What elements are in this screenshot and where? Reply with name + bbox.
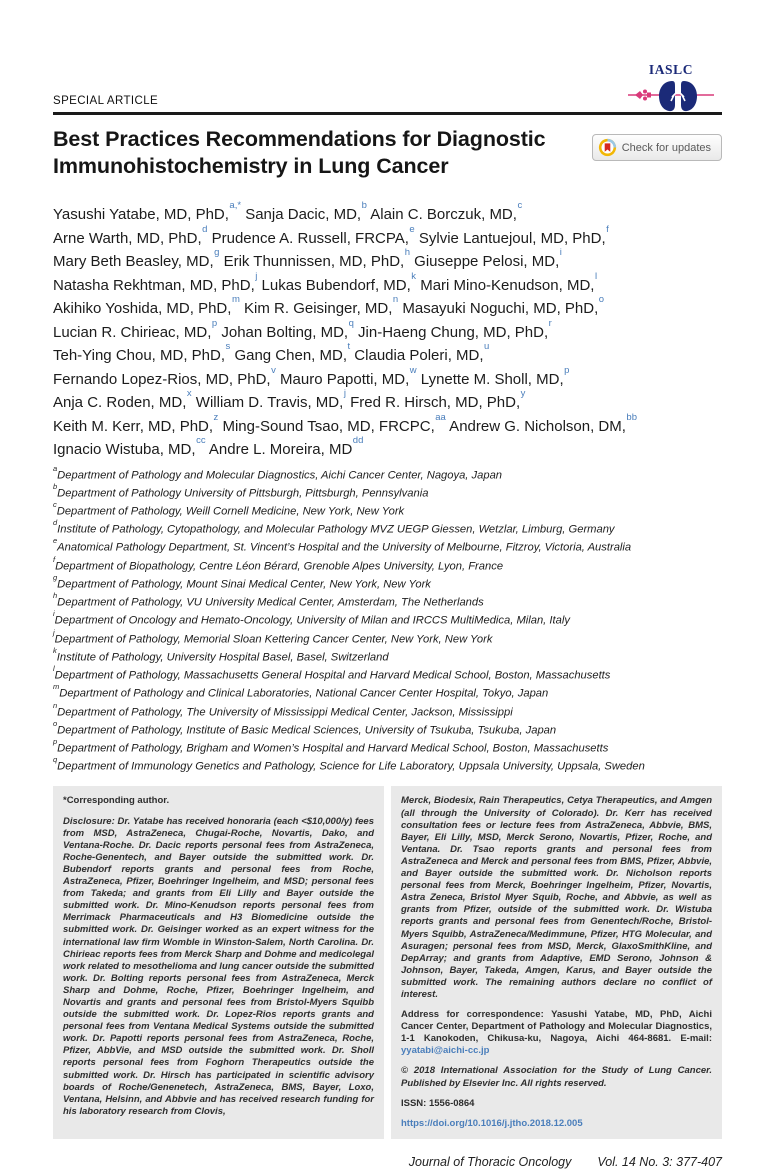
author-name-text: Akihiko Yoshida, MD, PhD, [53,300,232,317]
affiliation-line [53,756,722,774]
author-line [53,413,722,437]
page-header [53,62,722,112]
footnote-right-box [391,786,722,1138]
author-affiliation-superscript: p [564,364,570,376]
author-affiliation-superscript: n [392,294,399,305]
affiliation-line [53,483,722,501]
author-affiliation-superscript: dd [352,435,364,446]
author-affiliation-superscript: c [517,200,523,211]
author-affiliation-superscript: a,* [229,200,242,211]
author-name-text: Kim R. Geisinger, MD, [239,300,393,317]
author-affiliation-superscript: w [409,364,417,376]
affiliation-line [53,519,722,537]
author-affiliation-superscript: e [409,223,415,235]
author-name-text: Teh-Ying Chou, MD, PhD, [53,347,226,364]
author-name-text: Anja C. Roden, MD, [53,394,187,411]
author-name-text: Jin-Haeng Chung, MD, PhD, [353,323,549,341]
affiliation-line [53,537,722,555]
affiliation-text: Department of Oncology and Hemato-Oncology, University of Milan and IRCCS MultiMedica, Milan, Italy [54,615,570,628]
affiliation-line [53,720,722,738]
author-affiliation-superscript: j [255,270,258,282]
author-affiliation-superscript: t [347,341,351,352]
author-name-text: Alain C. Borczuk, MD, [366,206,517,223]
affiliation-superscript: j [53,627,55,637]
author-affiliation-superscript: v [271,364,276,376]
disclosure-text-continued: Merck, Biodesix, Rain Therapeutics, Cetya Therapeutics, and Amgen (all through the University of Colorado). Dr. Kerr has received consultation fees or lecture fees from AstraZeneca, Abbvie, BMS, Bayer, Eli Lilly, MSD, Merck Serono, Novartis, Pfizer, Roche, and Ventana. Dr. Tsao reports grants and personal fees from AstraZeneca and Merck and personal fees from BMS, Pfizer, Abbvie, and Bayer outside the submitted work. Dr. Nicholson reports personal fees from Merck, Boehringer Ingelheim, Pfizer, Novartis, Astra Zeneca, Bristol Myer Squib, Roche, and Abbvie, as well as grants from Pfizer, outside of the submitted work. Dr. Wistuba reports grants and personal fees from Genentech/Roche, Bristol-Myers Squibb, AstraZeneca/Medimmune, Pfizer, HTG Molecular, and Asuragen; personal fees from MSD, Merck, GlaxoSmithKline, and DepArray; and grants from Adaptive, EMD Serono, Johnson & Johnson, Bayer, Takeda, Amgen, Karus, and Bayer outside the submitted work. The remaining authors declare no conflict of interest. [401,795,712,1000]
affiliation-text: Institute of Pathology, Cytopathology, and Molecular Pathology MVZ UEGP Giessen, Wetzlar, Limburg, Germany [57,523,615,536]
author-name-text: Arne Warth, MD, PhD, [53,229,202,247]
author-affiliation-superscript: p [211,317,218,329]
check-for-updates-label: Check for updates [621,141,711,154]
affiliation-text: Department of Pathology and Molecular Diagnostics, Aichi Cancer Center, Nagoya, Japan [57,469,503,482]
author-affiliation-superscript: o [598,294,605,305]
author-affiliation-superscript: q [348,317,354,329]
author-name-text: Mauro Papotti, MD, [275,370,410,388]
author-affiliation-superscript: cc [196,435,206,446]
affiliation-line [53,702,722,720]
author-name-text: Yasushi Yatabe, MD, PhD, [53,206,229,223]
affiliation-line [53,556,722,574]
footnote-section [53,786,722,1138]
affiliation-text: Department of Pathology, Massachusetts General Hospital and Harvard Medical School, Boston, Massachusetts [54,669,611,682]
affiliation-superscript: f [53,554,56,564]
affiliation-line [53,610,722,628]
author-name-text: Erik Thunnissen, MD, PhD, [219,253,405,270]
issn-line: ISSN: 1556-0864 [401,1097,475,1109]
journal-footer [53,1155,722,1169]
author-line [53,436,722,460]
affiliation-list [53,465,722,775]
author-affiliation-superscript: l [594,270,598,282]
affiliation-line [53,629,722,647]
affiliation-superscript: g [53,572,58,582]
author-affiliation-superscript: u [484,341,490,352]
footnote-left-box [53,786,384,1138]
copyright-line: © 2018 International Association for the Study of Lung Cancer. Published by Elsevier Inc. All rights reserved. [401,1065,712,1089]
email-link[interactable]: yyatabi@aichi-cc.jp [401,1045,490,1057]
author-name-text: Natasha Rekhtman, MD, PhD, [53,276,255,294]
iaslc-logo [628,62,714,114]
affiliation-superscript: o [53,718,58,728]
affiliation-text: Department of Immunology Genetics and Pathology, Science for Life Laboratory, Uppsala University, Uppsala, Sweden [57,760,645,773]
affiliation-text: Department of Pathology, Weill Cornell Medicine, New York, New York [56,505,405,518]
author-affiliation-superscript: h [404,247,410,258]
author-line [53,295,722,319]
affiliation-text: Department of Pathology University of Pittsburgh, Pittsburgh, Pennsylvania [57,487,429,500]
author-affiliation-superscript: s [225,341,231,352]
author-affiliation-superscript: g [214,247,220,258]
crossmark-icon [598,138,617,157]
author-name-text: Mary Beth Beasley, MD, [53,253,214,270]
affiliation-line [53,574,722,592]
disclosure-text: Disclosure: Dr. Yatabe has received honoraria (each <$10,000/y) fees from MSD, AstraZeneca, Chugai-Roche, Novartis, Dako, and Ventana-Roche. Dr. Dacic reports personal fees from AstraZeneca, Roche-Genentech, and Bayer outside the submitted work. Dr. Bubendorf reports grants and personal fees from Roche, AstraZeneca, Pfizer, Boehringer Ingelheim, and MSD; personal fees from Takeda; and grants from Eli Lilly and Bayer outside the submitted work. Dr. Mino-Kenudson reports personal fees from Merrimack Pharmaceuticals and H3 Biomedicine outside the submitted work. Dr. Geisinger worked as an expert witness for the international law firm Womble in Winston-Salem, North Carolina. Dr. Chirieac reports fees from Merck Sharp and Dohme and medicolegal work related to mesothelioma and lung cancer outside the submitted work. Dr. Bolting reports personal fees from AstraZeneca, Merck Sharp and Dohme, Roche, Pfizer, Boehringer Ingelheim, and Novartis and grants and personal fees from Bristol-Myers Squibb outside the submitted work. Dr. Lopez-Rios reports grants and personal fees from Ventana Medical Systems outside the submitted work. Dr. Papotti reports personal fees from AstraZeneca, Roche, Pfizer, AbbVie, and MSD outside the submitted work. Dr. Sholl reports personal fees from Foghorn Therapeutics outside the submitted work. Dr. Hirsch has participated in scientific advisory boards of Roche/Genenetech, AstraZeneca, BMS, Bayer, Loxo, Ventana, Helsinn, and Abbvie and has received research funding for his laboratory research from Clovis, [63,815,374,1117]
author-affiliation-superscript: x [186,388,192,399]
affiliation-text: Department of Pathology, VU University Medical Center, Amsterdam, The Netherlands [57,596,484,609]
author-name-text: Lynette M. Sholl, MD, [416,370,564,388]
affiliation-line [53,665,722,683]
author-name-text: Lukas Bubendorf, MD, [257,276,411,294]
author-line [53,225,722,249]
author-line [53,366,722,390]
affiliation-superscript: q [53,755,58,765]
author-name-text: Andrew G. Nicholson, DM, [445,417,626,435]
affiliation-superscript: i [53,609,55,619]
affiliation-text: Department of Pathology, Memorial Sloan Kettering Cancer Center, New York, New York [54,633,493,646]
iaslc-lung-icon [628,78,714,114]
check-for-updates-button[interactable] [592,134,722,161]
affiliation-superscript: h [53,591,58,601]
author-name-text: Lucian R. Chirieac, MD, [53,323,212,341]
affiliation-text: Department of Pathology, Brigham and Women’s Hospital and Harvard Medical School, Boston, Massachusetts [57,742,609,755]
author-name-text: Masayuki Noguchi, MD, PhD, [398,300,599,317]
affiliation-superscript: n [53,700,58,710]
title-line-1: Best Practices Recommendations for Diagnostic [53,127,546,151]
author-line [53,319,722,343]
author-line [53,342,722,366]
author-affiliation-superscript: b [361,200,367,211]
affiliation-superscript: p [53,737,58,747]
affiliation-superscript: k [53,645,57,655]
author-name-text: Gang Chen, MD, [230,347,347,364]
affiliation-line [53,592,722,610]
author-name-text: Claudia Poleri, MD, [350,347,484,364]
affiliation-text: Anatomical Pathology Department, St. Vincent’s Hospital and the University of Melbourne, Fitzroy, Victoria, Australia [57,542,632,555]
author-name-text: Prudence A. Russell, FRCPA, [207,229,409,247]
affiliation-superscript: m [53,682,60,692]
affiliation-superscript: a [53,463,58,473]
title-row [53,126,722,188]
affiliation-text: Department of Pathology, Institute of Basic Medical Sciences, University of Tsukuba, Tsukuba, Japan [57,724,557,737]
author-affiliation-superscript: aa [435,411,446,423]
correspondence-address-text: Address for correspondence: Yasushi Yatabe, MD, PhD, Aichi Cancer Center, Department of Pathology and Molecular Diagnostics, 1-1 Kanokoden, Chikusa-ku, Nagoya, Aichi 464-8681. E-mail: [401,1009,712,1045]
affiliation-superscript: b [53,481,58,491]
author-list [53,201,722,460]
affiliation-line [53,465,722,483]
author-name-text: Mari Mino-Kenudson, MD, [416,276,595,294]
affiliation-line [53,683,722,701]
author-affiliation-superscript: f [606,223,609,235]
author-name-text: Fred R. Hirsch, MD, PhD, [345,394,521,411]
affiliation-line [53,738,722,756]
author-affiliation-superscript: r [548,317,552,329]
author-affiliation-superscript: i [559,247,562,258]
author-name-text: Sanja Dacic, MD, [241,206,362,223]
author-name-text: Andre L. Moreira, MD [205,441,353,458]
author-affiliation-superscript: d [202,223,208,235]
author-name-text: Fernando Lopez-Rios, MD, PhD, [53,370,271,388]
author-name-text: Sylvie Lantuejoul, MD, PhD, [414,229,606,247]
author-line [53,389,722,413]
author-affiliation-superscript: k [411,270,417,282]
volume-issue-pages: Vol. 14 No. 3: 377-407 [597,1154,722,1169]
affiliation-superscript: e [53,536,58,546]
affiliation-text: Department of Pathology, Mount Sinai Medical Center, New York, New York [57,578,431,591]
affiliation-text: Department of Biopathology, Centre Léon Bérard, Grenoble Alpes University, Lyon, France [55,560,504,573]
author-affiliation-superscript: y [520,388,526,399]
article-title [53,126,613,180]
iaslc-logo-text: IASLC [648,62,694,77]
author-line [53,248,722,272]
affiliation-line [53,647,722,665]
doi-link[interactable]: https://doi.org/10.1016/j.jtho.2018.12.005 [401,1117,583,1129]
affiliation-text: Department of Pathology, The University of Mississippi Medical Center, Jackson, Mississippi [57,706,513,719]
author-name-text: William D. Travis, MD, [191,394,344,411]
author-name-text: Ming-Sound Tsao, MD, FRCPC, [218,417,435,435]
correspondence-address [401,1009,712,1057]
author-affiliation-superscript: m [231,294,240,305]
affiliation-superscript: d [53,518,58,528]
affiliation-text: Department of Pathology and Clinical Laboratories, National Cancer Center Hospital, Tokyo, Japan [59,688,549,701]
author-line [53,201,722,225]
header-rule [53,112,722,115]
affiliation-text: Institute of Pathology, University Hospital Basel, Basel, Switzerland [56,651,389,664]
author-name-text: Johan Bolting, MD, [217,323,349,341]
author-name-text: Giuseppe Pelosi, MD, [410,253,560,270]
author-affiliation-superscript: z [213,411,219,423]
title-line-2: Immunohistochemistry in Lung Cancer [53,154,449,178]
affiliation-superscript: c [53,499,57,509]
corresponding-author-note: *Corresponding author. [63,795,170,807]
section-kicker: SPECIAL ARTICLE [53,95,159,107]
doi-line [401,1118,712,1130]
author-line [53,272,722,296]
affiliation-superscript: l [53,664,55,674]
journal-name: Journal of Thoracic Oncology [408,1154,572,1169]
author-affiliation-superscript: j [343,388,346,399]
author-name-text: Keith M. Kerr, MD, PhD, [53,417,214,435]
author-affiliation-superscript: bb [626,411,637,423]
affiliation-line [53,501,722,519]
author-name-text: Ignacio Wistuba, MD, [53,441,196,458]
